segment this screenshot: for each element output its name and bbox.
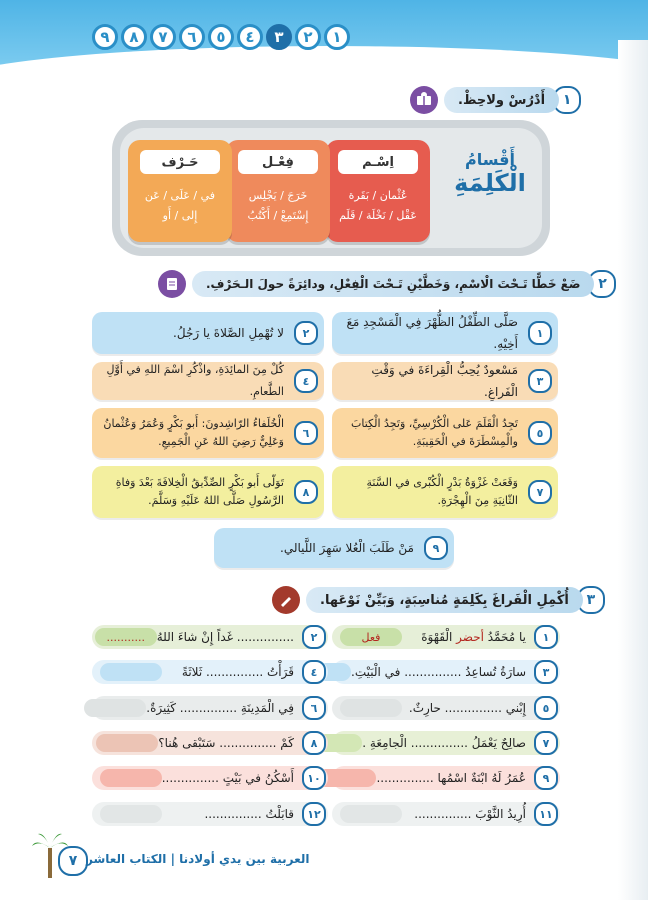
- fill-text[interactable]: كَمْ ............... سَتَبْقى هُنا؟: [158, 736, 294, 750]
- sentence-text[interactable]: تَوَلّى أَبو بَكْرٍ الصِّدِّيقُ الْخِلافَةَ بَعْدَ وَفاةِ الرَّسُولِ صَلَّى اللهُ عَلَيْهِ وَسَلَّمَ.: [115, 476, 284, 507]
- card-words: عَقْل / نَخْلَة / قَلَم: [339, 209, 417, 222]
- title-line-1: أَقْسامُ: [465, 150, 515, 169]
- card-words: إِسْتَمِعْ / أَكْتُبُ: [247, 209, 309, 222]
- item-number: ٤: [302, 660, 326, 684]
- answer-box[interactable]: ...........: [95, 628, 157, 646]
- section-1-header: [410, 86, 581, 114]
- card-label: حَـرْف: [140, 150, 220, 174]
- item-number: ٢: [302, 625, 326, 649]
- card-label: فِعْـل: [238, 150, 318, 174]
- fill-item: [332, 731, 560, 755]
- answer-box[interactable]: [96, 734, 158, 752]
- fill-item: [92, 696, 328, 720]
- lesson-number-strip: [92, 24, 350, 50]
- fill-text[interactable]: ............... غَداً إِنْ شاءَ اللهُ: [156, 630, 294, 644]
- fill-text[interactable]: قَرَأْتُ ............... ثَلاثَةً: [181, 665, 294, 679]
- fill-item: [92, 625, 328, 649]
- sentence-text[interactable]: مَسْعودٌ يُحِبُّ الْقِراءَةَ في وَقْتِ الْفَراغِ.: [371, 363, 518, 399]
- page-number: ٧: [58, 846, 88, 876]
- item-number: ٨: [302, 731, 326, 755]
- card-words: خَرَجَ / يَجْلِس: [248, 189, 308, 202]
- section-title: أَدْرُسْ ولاحِظْ.: [444, 87, 559, 113]
- item-number: ٦: [294, 421, 318, 445]
- item-number: ٣: [534, 660, 558, 684]
- item-number: ٥: [528, 421, 552, 445]
- fill-text[interactable]: إِبْني ............... حارِثٌ.: [408, 701, 526, 715]
- card-particle: [128, 140, 232, 242]
- lesson-number[interactable]: ٨: [121, 24, 147, 50]
- sentence-item: [332, 312, 558, 354]
- lesson-number[interactable]: ١: [324, 24, 350, 50]
- sentence-item: [92, 408, 324, 458]
- lesson-number[interactable]: ٦: [179, 24, 205, 50]
- item-number: ٧: [534, 731, 558, 755]
- card-label: اِسْـم: [338, 150, 418, 174]
- fill-text[interactable]: أُرِيدُ الثَّوْبَ ...............: [414, 807, 526, 821]
- word-parts-title: [440, 150, 540, 197]
- section-title: ضَعْ خَطًّا تَـحْتَ الْاسْمِ، وَخَطَّيْنِ تَـحْتَ الْفِعْلِ، ودائِرَةً حولَ الـحَرْفِ.: [192, 271, 594, 297]
- lesson-number[interactable]: ٤: [237, 24, 263, 50]
- section-2-header: [158, 270, 616, 298]
- section-title: أُكْمِلِ الْفَراغَ بِكَلِمَةٍ مُناسِبَةٍ، وَبَيِّنْ نَوْعَها.: [306, 587, 583, 613]
- fill-text: يا مُحَمَّدُ أحضر الْقَهْوَةَ: [421, 630, 526, 644]
- page-edge-strip: [618, 40, 648, 900]
- card-words: في / عَلَى / عَن: [144, 189, 216, 202]
- fill-text[interactable]: فِي الْمَدِينَةِ ............... كَثِيرَةٌ.: [146, 701, 294, 715]
- item-number: ٦: [302, 696, 326, 720]
- item-number: ١: [534, 625, 558, 649]
- sentence-item: [92, 466, 324, 518]
- fill-text[interactable]: سارَةُ تُساعِدُ ............... في الْبَيْتِ.: [351, 665, 526, 679]
- fill-item: [332, 625, 560, 649]
- answer-box[interactable]: فعل: [340, 628, 402, 646]
- sentence-text[interactable]: تَجِدُ الْقَلَمَ عَلى الْكُرْسِيِّ، وَتَجِدُ الْكِتابَ والْمِسْطَرَةَ في الْحَقِيبَةِ.: [351, 417, 518, 448]
- sentence-item: [214, 528, 454, 568]
- sentence-text[interactable]: صَلَّى الطِّفْلُ الظُّهْرَ فِي الْمَسْجِدِ مَعَ أَخِيْهِ.: [346, 315, 518, 351]
- card-verb: [226, 140, 330, 242]
- pencil-icon: [272, 586, 300, 614]
- lesson-number[interactable]: ٥: [208, 24, 234, 50]
- book-title: العربية بين يدي أولادنا | الكتاب العاشر: [86, 852, 310, 866]
- item-number: ١٠: [302, 766, 326, 790]
- sentence-item: [332, 362, 558, 400]
- item-number: ١٢: [302, 802, 326, 826]
- answer-box[interactable]: [84, 699, 146, 717]
- sentence-text[interactable]: وَقَعَتْ غَزْوَةُ بَدْرٍ الْكُبْرى في السَّنَةِ الثّانِيَةِ مِنَ الْهِجْرَةِ.: [366, 476, 518, 507]
- item-number: ٢: [294, 321, 318, 345]
- sentence-item: [332, 466, 558, 518]
- fill-text[interactable]: أَسْكُنُ في بَيْتٍ ...............: [161, 771, 294, 785]
- read-icon: [410, 86, 438, 114]
- lesson-number[interactable]: ٧: [150, 24, 176, 50]
- sentence-text[interactable]: الْخُلَفاءُ الرّاشِدونَ: أَبو بَكْرٍ وَعُمَرُ وَعُثْمانُ وَعَلِيٌّ رَضِيَ اللهُ عَنِ الْجَمِيعِ.: [103, 417, 284, 448]
- lesson-number[interactable]: ٢: [295, 24, 321, 50]
- sentence-text[interactable]: لا تُهْمِلِ الصَّلاةَ يا رَجُلُ.: [173, 326, 284, 340]
- filled-word: أحضر: [456, 630, 484, 644]
- item-number: ١: [528, 321, 552, 345]
- fill-text[interactable]: عُمَرُ لَهُ ابْنَةٌ اسْمُها ...............: [376, 771, 526, 785]
- item-number: ٣: [528, 369, 552, 393]
- section-3-header: [272, 586, 605, 614]
- sentence-item: [92, 362, 324, 400]
- card-words: عُثْمان / بَقَرة: [348, 189, 408, 202]
- card-noun: [326, 140, 430, 242]
- fill-item: [92, 766, 328, 790]
- fill-item: [332, 766, 560, 790]
- title-line-2: الْكَلِمَةِ: [454, 169, 526, 197]
- lesson-number[interactable]: ٩: [92, 24, 118, 50]
- card-words: إِلى / أَو: [162, 209, 198, 222]
- item-number: ٩: [534, 766, 558, 790]
- fill-item: [92, 731, 328, 755]
- section-number: ١: [553, 86, 581, 114]
- item-number: ٥: [534, 696, 558, 720]
- item-number: ١١: [534, 802, 558, 826]
- answer-box[interactable]: [340, 699, 402, 717]
- write-icon: [158, 270, 186, 298]
- item-number: ٩: [424, 536, 448, 560]
- fill-item: [332, 802, 560, 826]
- answer-box[interactable]: [100, 769, 162, 787]
- fill-item: [332, 660, 560, 684]
- item-number: ٨: [294, 480, 318, 504]
- item-number: ٤: [294, 369, 318, 393]
- sentence-text[interactable]: مَنْ طَلَبَ الْعُلا سَهِرَ اللَّيالي.: [280, 541, 414, 555]
- item-number: ٧: [528, 480, 552, 504]
- sentence-text[interactable]: كُلْ مِنَ المائِدَةِ، واذْكُرِ اسْمَ اللهِ في أَوَّلِ الطَّعامِ.: [106, 363, 284, 398]
- sentence-item: [92, 312, 324, 354]
- answer-box[interactable]: [100, 663, 162, 681]
- fill-text[interactable]: صالِحٌ يَعْمَلُ ............... الْجامِعَةِ .: [362, 736, 526, 750]
- answer-box[interactable]: [340, 805, 402, 823]
- lesson-number-current[interactable]: ٣: [266, 24, 292, 50]
- fill-text[interactable]: قابَلْتُ ...............: [204, 807, 294, 821]
- fill-item: [92, 802, 328, 826]
- section-number: ٢: [588, 270, 616, 298]
- answer-box[interactable]: [100, 805, 162, 823]
- sentence-item: [332, 408, 558, 458]
- section-number: ٣: [577, 586, 605, 614]
- fill-item: [332, 696, 560, 720]
- fill-item: [92, 660, 328, 684]
